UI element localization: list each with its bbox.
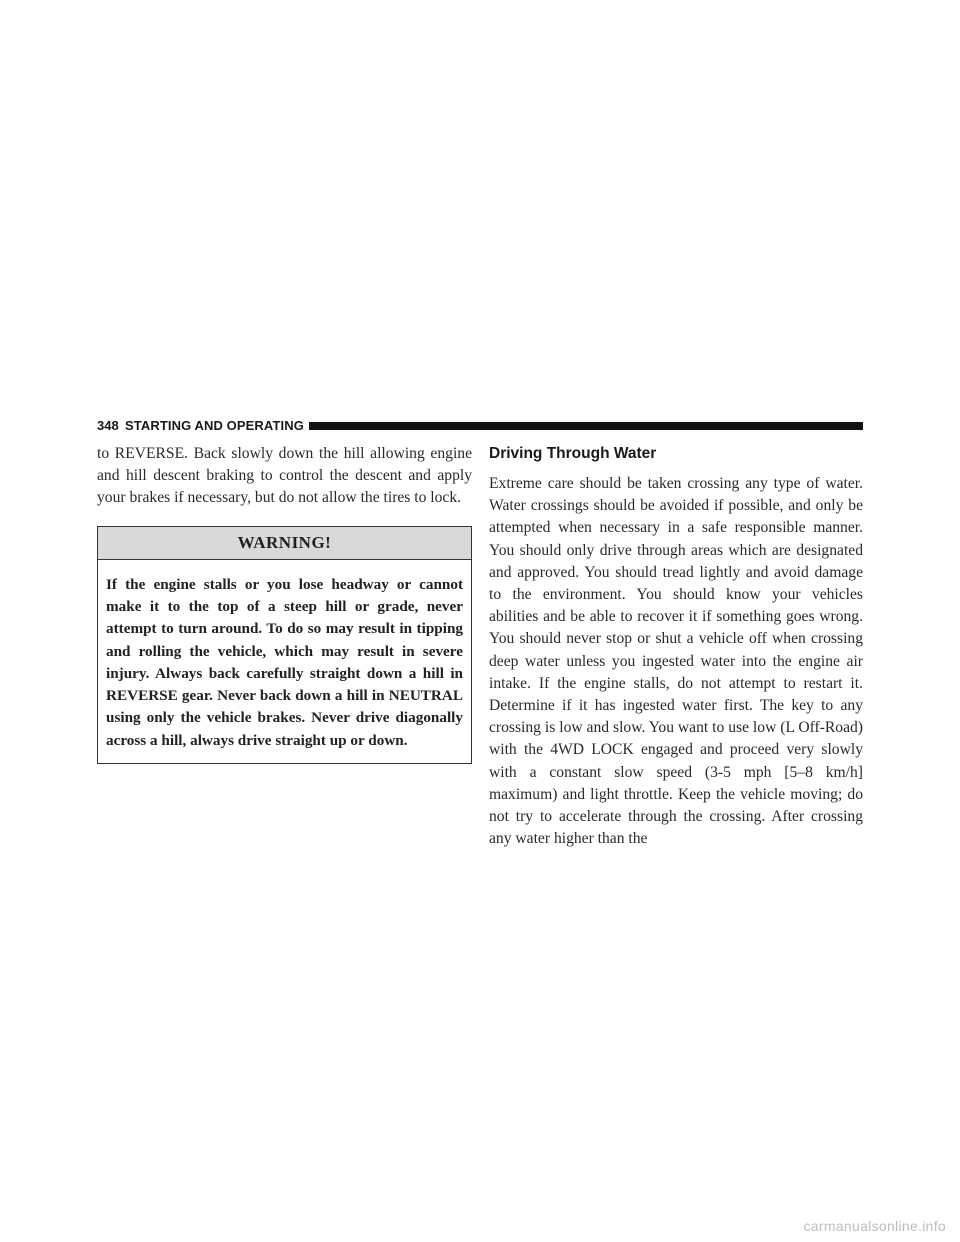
section-heading: Driving Through Water bbox=[489, 445, 657, 462]
page-header bbox=[97, 418, 863, 434]
page-number: 348 bbox=[97, 418, 119, 433]
warning-box bbox=[97, 526, 472, 764]
right-paragraph: Extreme care should be taken crossing any type of water. Water crossings should be avoided if possible, and only be attempted when necessary in a safe responsible manner. You should only drive through areas which are designated and approved. You should tread lightly and avoid damage to the environment. You should know your vehicles abilities and be able to recover it if something goes wrong. You should never stop or shut a vehicle off when crossing deep water unless you ingested water into the engine air intake. If the engine stalls, do not attempt to restart it. Determine if it has ingested water first. The key to any crossing is low and slow. You want to use low (L Off-Road) with the 4WD LOCK engaged and proceed very slowly with a constant slow speed (3-5 mph [5–8 km/h] maximum) and light throttle. Keep the vehicle moving; do not try to accelerate through the crossing. After crossing any water higher than the bbox=[489, 475, 863, 848]
warning-title: WARNING! bbox=[98, 527, 471, 560]
section-title: STARTING AND OPERATING bbox=[125, 418, 304, 433]
site-watermark: carmanualsonline.info bbox=[803, 1218, 946, 1234]
warning-text: If the engine stalls or you lose headway or cannot make it to the top of a steep hill or grade, never attempt to turn around. To do so may result in tipping and rolling the vehicle, which may result in severe injury. Always back carefully straight down a hill in REVERSE gear. Never back down a hill in NEUTRAL using only the vehicle brakes. Never drive diagonally across a hill, always drive straight up or down. bbox=[106, 575, 463, 749]
left-paragraph: to REVERSE. Back slowly down the hill allowing engine and hill descent braking to control the descent and apply your brakes if necessary, but do not allow the tires to lock. bbox=[97, 445, 472, 507]
right-column bbox=[489, 443, 863, 850]
left-column bbox=[97, 443, 472, 764]
header-rule bbox=[309, 422, 863, 430]
